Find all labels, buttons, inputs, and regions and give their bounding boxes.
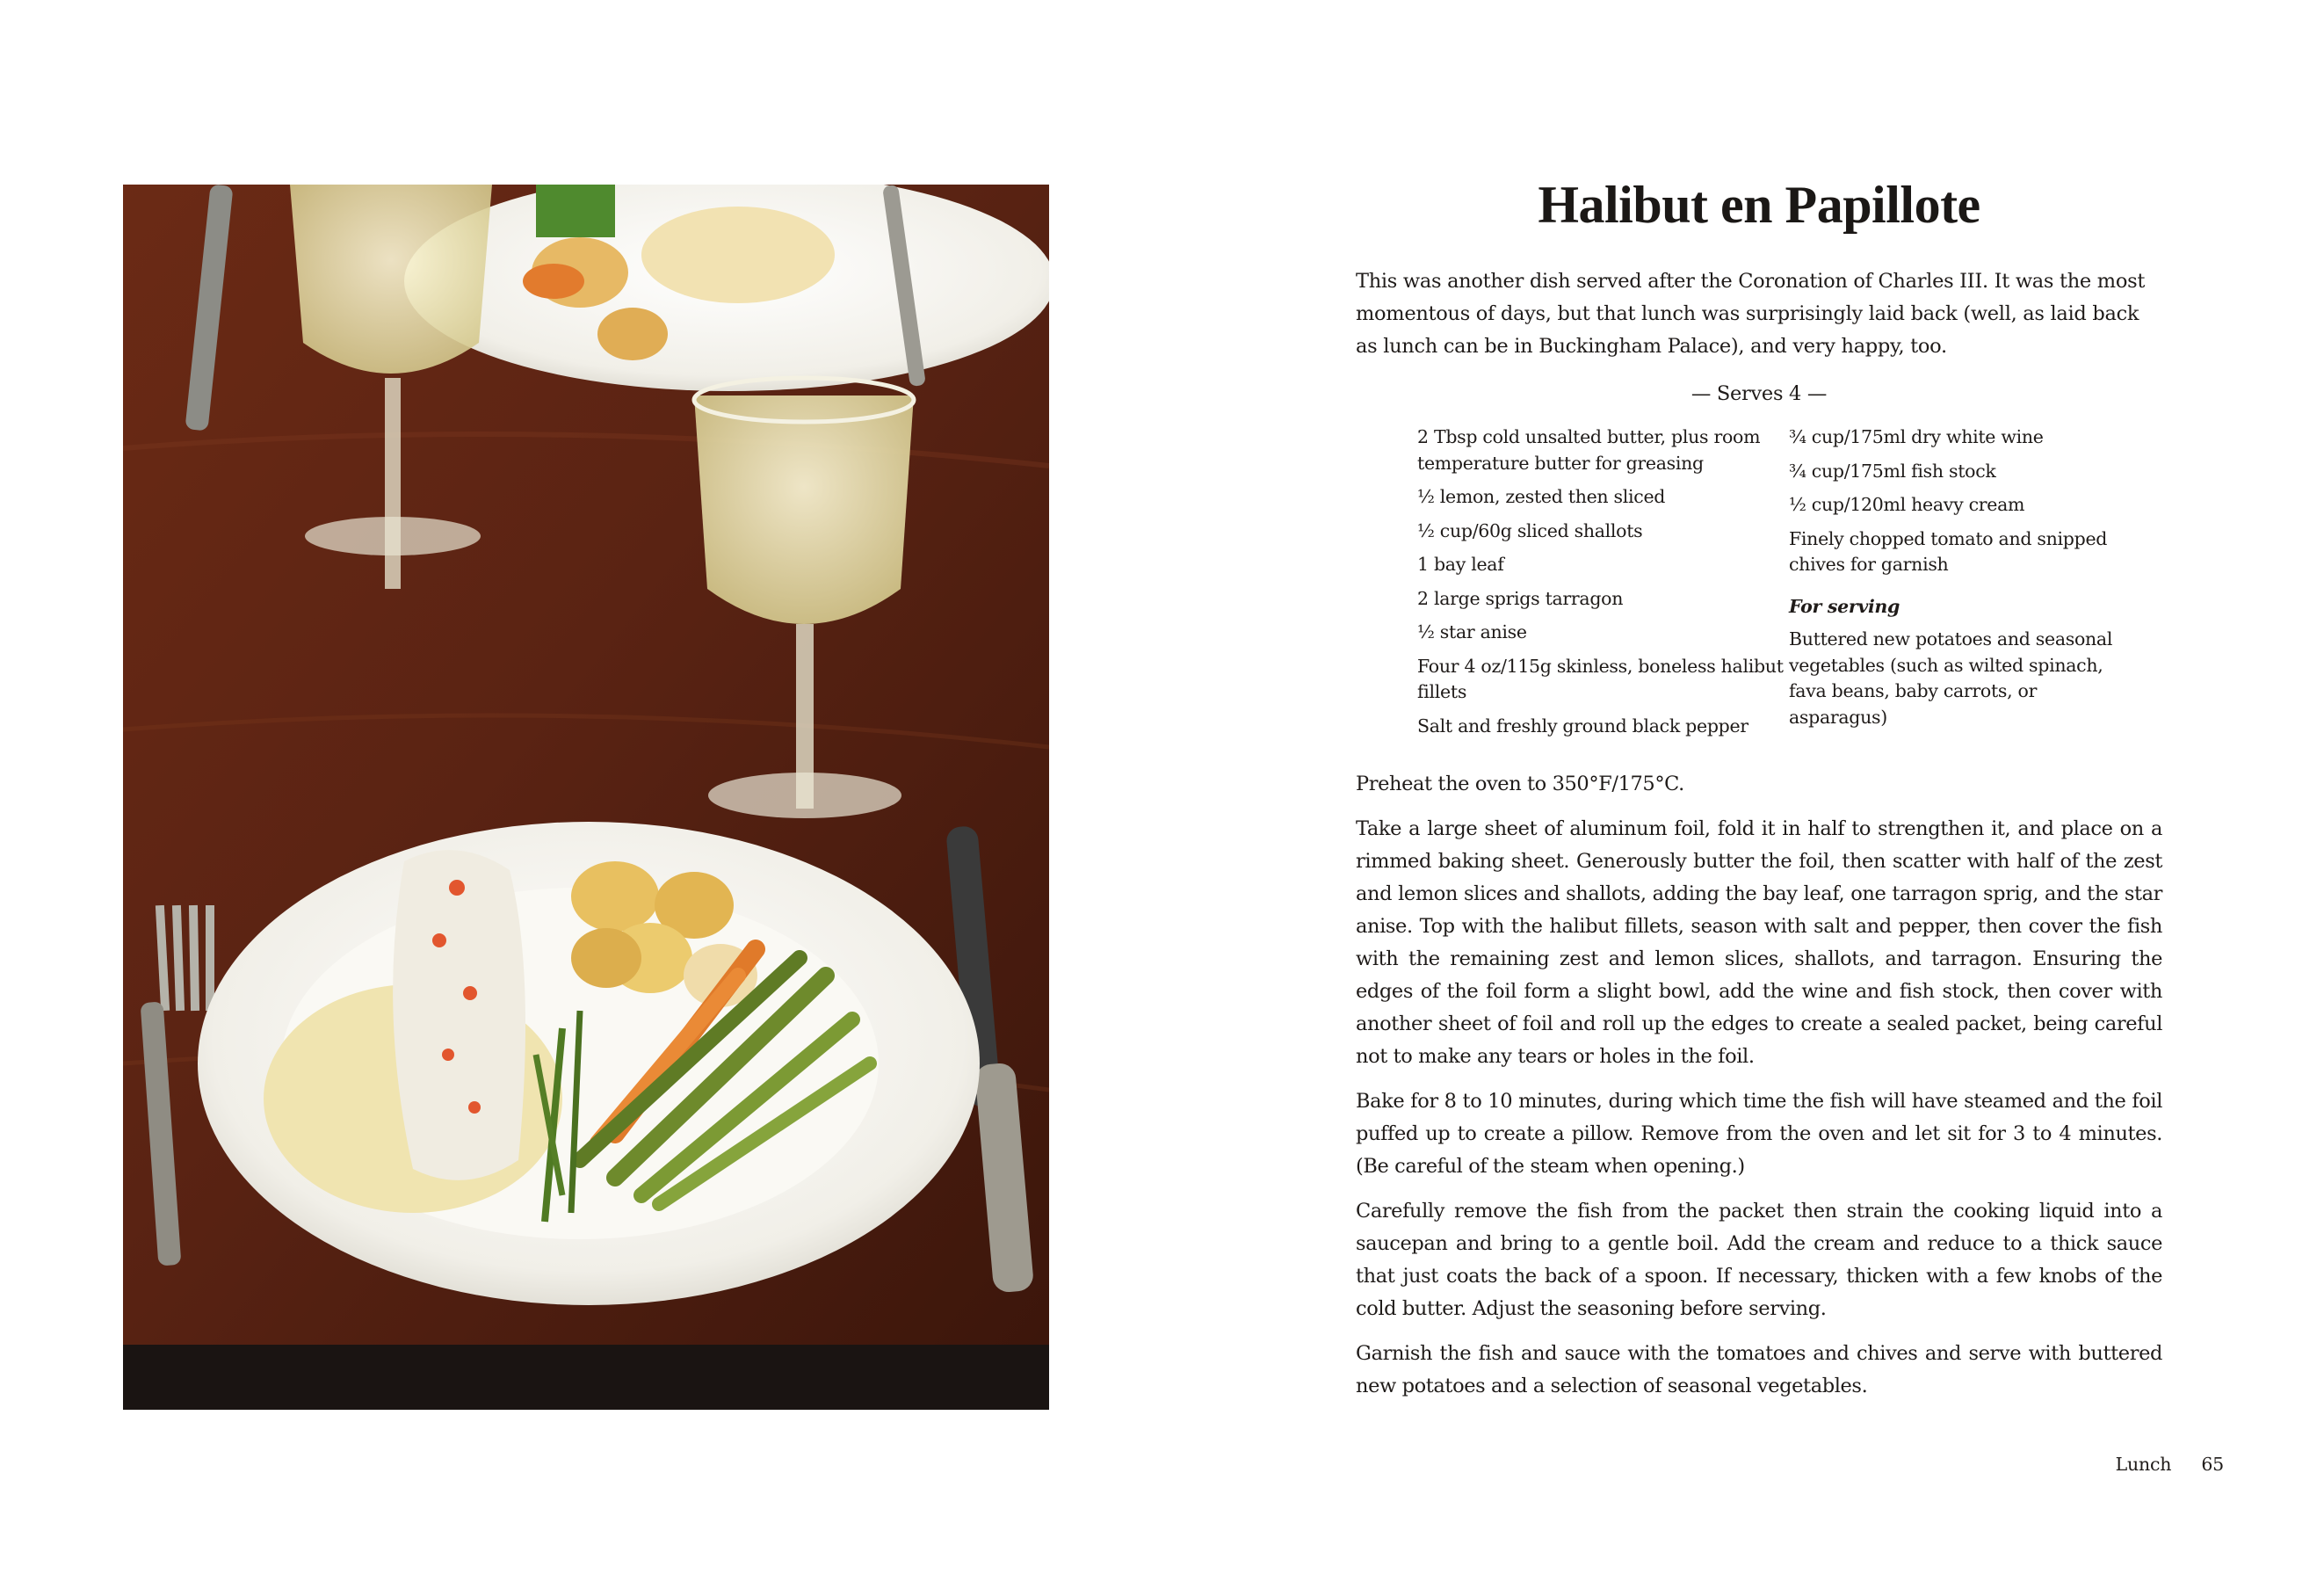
page-number: 65 (2201, 1454, 2224, 1475)
ingredient-item: Salt and freshly ground black pepper (1417, 715, 1748, 737)
ingredient-item: ¾ cup/175ml fish stock (1789, 460, 1996, 482)
ingredient-item: 2 large sprigs tarragon (1417, 587, 1624, 609)
table-edge-band (123, 1345, 1049, 1410)
ingredient-item: ¾ cup/175ml dry white wine (1789, 426, 2044, 447)
serves-line: — Serves 4 — (1691, 382, 1828, 405)
ingredient-item: Finely chopped tomato and snipped chives for garnish (1789, 527, 2108, 575)
serving-heading: For serving (1789, 595, 1900, 617)
front-plate (198, 822, 980, 1305)
method-steps (1356, 768, 2162, 1403)
method-step: Preheat the oven to 350°F/175°C. (1356, 773, 1684, 795)
ingredient-item: 2 Tbsp cold unsalted butter, plus room temperature butter for greasing (1417, 426, 1761, 474)
recipe-intro: This was another dish served after the Coronation of Charles III. It was the most momentous of days, but that lunch was surprisingly laid back (well, as laid back as lunch can be in Buckingham Palace), and very happy, too. (1356, 270, 2146, 358)
ingredients-column-left (1417, 425, 1789, 747)
recipe-title: Halibut en Papillote (1538, 176, 1980, 234)
ingredient-item: Four 4 oz/115g skinless, boneless halibut fillets (1417, 655, 1784, 702)
ingredient-item: ½ lemon, zested then sliced (1417, 486, 1666, 507)
ingredients-list (1356, 425, 2162, 747)
method-step: Bake for 8 to 10 minutes, during which time the fish will have steamed and the foil puffed up to create a pillow. Remove from the oven and let sit for 3 to 4 minutes. (Be careful of the steam when opening.) (1356, 1090, 2162, 1178)
page-footer (2116, 1454, 2224, 1475)
method-step: Garnish the fish and sauce with the tomatoes and chives and serve with buttered new potatoes and a selection of seasonal vegetables. (1356, 1342, 2162, 1397)
potato (571, 861, 659, 932)
recipe-photo (123, 185, 1049, 1410)
recipe-page (1356, 171, 2162, 1415)
photo-illustration (123, 185, 1049, 1410)
method-step: Take a large sheet of aluminum foil, fold it in half to strengthen it, and place on a rimmed baking sheet. Generously butter the foil, then scatter with half of the zest and lemon slices and shallots, adding the bay leaf, one tarragon sprig, and the star anise. Top with the halibut fillets, season with salt and pepper, then cover the fish with the remaining zest and lemon slices, shallots, and tarragon. Ensuring the edges of the foil form a slight bowl, add the wine and fish stock, then cover with another sheet of foil and roll up the edges to create a sealed packet, being careful not to make any tears or holes in the foil. (1356, 817, 2162, 1068)
serving-item: Buttered new potatoes and seasonal vegetables (such as wilted spinach, fava beans, baby carrots, or asparagus) (1789, 628, 2113, 728)
ingredient-item: 1 bay leaf (1417, 554, 1504, 575)
ingredients-column-right (1789, 425, 2132, 747)
ingredient-item: ½ cup/120ml heavy cream (1789, 494, 2025, 515)
section-name: Lunch (2115, 1454, 2172, 1475)
ingredient-item: ½ cup/60g sliced shallots (1417, 519, 1643, 541)
halibut-fillet (393, 850, 525, 1180)
method-step: Carefully remove the fish from the packet then strain the cooking liquid into a saucepan and bring to a gentle boil. Add the cream and reduce to a thick sauce that just coats the back of a spoon. If necessary, thicken with a few knobs of the cold butter. Adjust the seasoning before serving. (1356, 1200, 2162, 1320)
ingredient-item: ½ star anise (1417, 621, 1527, 642)
